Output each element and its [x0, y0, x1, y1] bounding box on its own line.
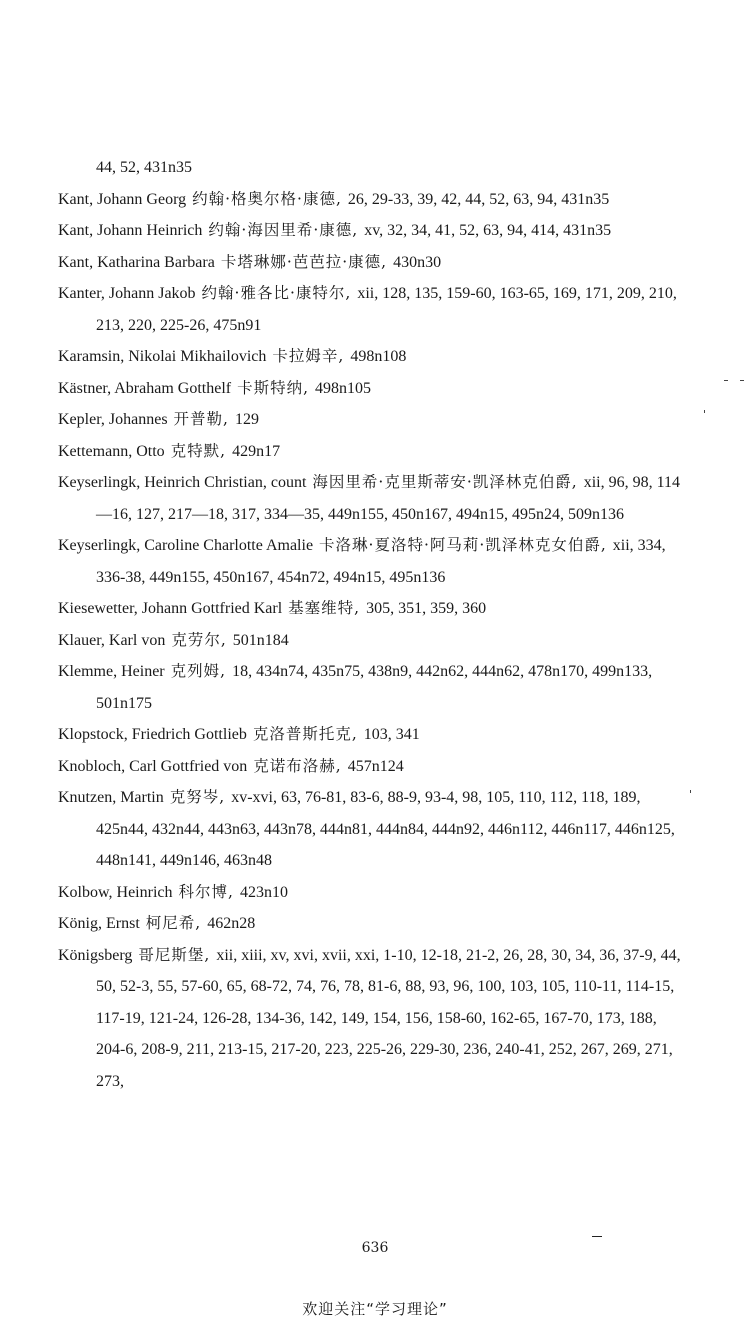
entry-page-refs: 44, 52, 431n35 [96, 159, 192, 176]
entry-chinese-name: 约翰·格奥尔格·康德, [192, 189, 342, 208]
entry-name: Kästner, Abraham Gotthelf [58, 379, 232, 397]
entry-name: Kiesewetter, Johann Gottfried Karl [58, 600, 283, 617]
entry-page-refs: 26, 29-33, 39, 42, 44, 52, 63, 94, 431n35 [347, 190, 610, 208]
entry-page-refs: 457n124 [347, 757, 404, 775]
index-entry [58, 877, 690, 909]
footer-note: 欢迎关注“学习理论” [302, 1300, 448, 1318]
entry-page-refs: 305, 351, 359, 360 [366, 600, 487, 617]
entry-page-refs: 430n30 [393, 253, 442, 271]
entry-name: Klauer, Karl von [58, 631, 166, 649]
entry-page-refs: xii, 334, 336-38, 449n155, 450n167, 454n72, 494n15, 495n136 [96, 537, 666, 586]
entry-page-refs: 501n184 [232, 631, 289, 649]
entry-chinese-name: 克洛普斯托克, [252, 725, 358, 743]
entry-name: Keyserlingk, Heinrich Christian, count [58, 474, 307, 491]
entry-chinese-name: 克诺布洛赫, [253, 756, 342, 775]
entry-name: Königsberg [58, 946, 133, 964]
scan-mark [724, 380, 728, 381]
entry-chinese-name: 克努岑, [169, 788, 226, 806]
entry-name: Kepler, Johannes [58, 411, 168, 428]
entry-page-refs: 498n108 [350, 348, 407, 365]
entry-name: Kant, Katharina Barbara [58, 253, 215, 271]
index-entry [58, 436, 690, 468]
entry-page-refs: 498n105 [315, 379, 372, 397]
entry-name: Klopstock, Friedrich Gottlieb [58, 726, 247, 743]
entry-name: Kant, Johann Heinrich [58, 222, 203, 239]
entry-chinese-name: 基塞维特, [288, 599, 361, 617]
stray-mark [592, 1236, 602, 1237]
entry-chinese-name: 柯尼希, [145, 914, 202, 932]
entry-chinese-name: 克特默, [170, 441, 227, 460]
entry-chinese-name: 卡塔琳娜·芭芭拉·康德, [220, 252, 388, 271]
index-entry [58, 530, 690, 593]
entry-name: Klemme, Heiner [58, 663, 165, 680]
index-entry [58, 278, 690, 341]
index-entry [58, 152, 690, 184]
entry-page-refs: xii, 96, 98, 114—16, 127, 217—18, 317, 334—35, 449n155, 450n167, 494n15, 495n24, 509n136 [96, 474, 680, 523]
index-entry [58, 593, 690, 625]
index-entry [58, 215, 690, 247]
entry-chinese-name: 卡斯特纳, [237, 378, 310, 397]
scan-mark [740, 380, 744, 381]
entry-page-refs: xii, 128, 135, 159-60, 163-65, 169, 171, 209, 210, 213, 220, 225-26, 475n91 [96, 285, 677, 334]
index-entry [58, 782, 690, 877]
index-entry [58, 373, 690, 405]
entry-chinese-name: 克劳尔, [171, 630, 227, 649]
entry-chinese-name: 卡拉姆辛, [272, 347, 345, 365]
index-entry [58, 467, 690, 530]
entry-name: Keyserlingk, Caroline Charlotte Amalie [58, 537, 314, 554]
index-entry [58, 656, 690, 719]
index-entry [58, 184, 690, 216]
entry-page-refs: 129 [234, 411, 259, 428]
entry-page-refs: 462n28 [207, 915, 256, 932]
entry-chinese-name: 卡洛琳·夏洛特·阿马莉·凯泽林克女伯爵, [319, 536, 607, 554]
index-entry [58, 751, 690, 783]
entry-chinese-name: 克列姆, [170, 662, 227, 680]
entry-chinese-name: 约翰·雅各比·康特尔, [201, 284, 352, 302]
index-entry [58, 908, 690, 940]
index-column [58, 152, 690, 1097]
entry-page-refs: xv, 32, 34, 41, 52, 63, 94, 414, 431n35 [364, 222, 612, 239]
entry-name: Kant, Johann Georg [58, 190, 187, 208]
entry-chinese-name: 海因里希·克里斯蒂安·凯泽林克伯爵, [312, 473, 578, 491]
entry-name: Knutzen, Martin [58, 789, 164, 806]
entry-name: König, Ernst [58, 915, 140, 932]
index-entry [58, 404, 690, 436]
entry-page-refs: 103, 341 [363, 726, 420, 743]
scan-mark [704, 410, 705, 413]
entry-name: Knobloch, Carl Gottfried von [58, 757, 248, 775]
entry-chinese-name: 开普勒, [173, 410, 229, 428]
entry-chinese-name: 哥尼斯堡, [138, 945, 211, 964]
entry-name: Karamsin, Nikolai Mikhailovich [58, 348, 267, 365]
entry-page-refs: 18, 434n74, 435n75, 438n9, 442n62, 444n62, 478n170, 499n133, 501n175 [96, 663, 653, 712]
entry-page-refs: xii, xiii, xv, xvi, xvii, xxi, 1-10, 12-18, 21-2, 26, 28, 30, 34, 36, 37-9, 44, 50, 52-3, 55, 57-60, 65, 68-72, 74, 76, 78, 81-6, 88, 93, 96, 100, 103, 105, 110-11, 114-15, 117-19, 121-24, 126-28, 134-36, 142, 149, 154, 156, 158-60, 162-65, 167-70, 173, 188, 204-6, 208-9, 211, 213-15, 217-20, 223, 225-26, 229-30, 236, 240-41, 252, 267, 269, 271, 273, [96, 946, 681, 1090]
page-number: 636 [361, 1240, 389, 1256]
entry-chinese-name: 约翰·海因里希·康德, [208, 221, 359, 239]
entry-chinese-name: 科尔博, [178, 882, 234, 901]
entry-name: Kettemann, Otto [58, 442, 165, 460]
index-entry [58, 341, 690, 373]
index-entry [58, 625, 690, 657]
scan-mark [690, 790, 691, 793]
entry-page-refs: 423n10 [239, 883, 288, 901]
entry-name: Kolbow, Heinrich [58, 883, 173, 901]
index-entry [58, 719, 690, 751]
entry-page-refs: xv-xvi, 63, 76-81, 83-6, 88-9, 93-4, 98, 105, 110, 112, 118, 189, 425n44, 432n44, 443n63, 443n78, 444n81, 444n84, 444n92, 446n112, 446n117, 446n125, 448n141, 449n146, 463n48 [96, 789, 675, 869]
entry-page-refs: 429n17 [232, 442, 281, 460]
entry-name: Kanter, Johann Jakob [58, 285, 196, 302]
index-entry [58, 247, 690, 279]
index-entry [58, 940, 690, 1098]
